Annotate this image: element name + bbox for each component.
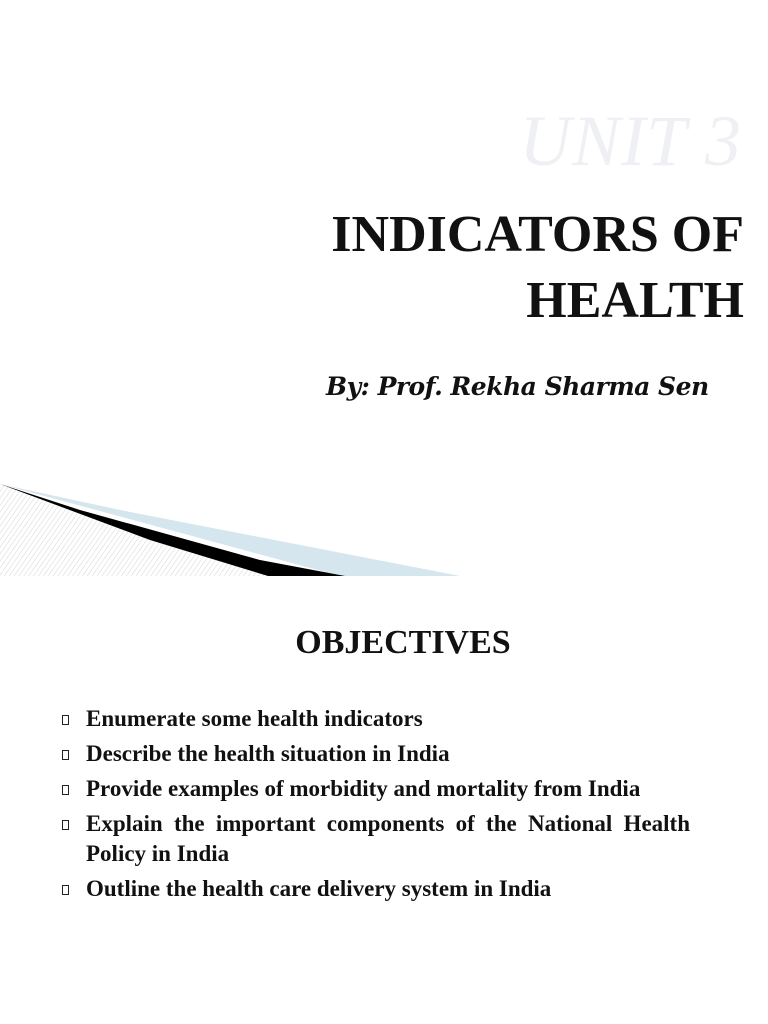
list-item	[62, 739, 690, 769]
bullet-icon	[62, 785, 69, 795]
objective-text: Outline the health care delivery system in India	[86, 876, 552, 901]
author-byline: By: Prof. Rekha Sharma Sen	[326, 372, 709, 401]
bullet-icon	[62, 715, 69, 725]
objective-text: Describe the health situation in India	[86, 741, 450, 766]
objectives-heading: OBJECTIVES	[295, 624, 511, 661]
objective-text: Explain the important components of the National Health Policy in India	[86, 811, 690, 866]
list-item	[62, 704, 690, 734]
list-item	[62, 809, 690, 869]
objective-text: Provide examples of morbidity and mortality from India	[86, 776, 641, 801]
objective-text: Enumerate some health indicators	[86, 706, 423, 731]
objectives-slide	[0, 576, 768, 1024]
decorative-swoosh	[0, 470, 460, 576]
list-item	[62, 774, 690, 804]
objectives-list	[62, 704, 690, 909]
slide-title	[184, 202, 744, 334]
unit-watermark: UNIT 3	[519, 101, 742, 181]
list-item	[62, 874, 690, 904]
bullet-icon	[62, 820, 69, 830]
title-line-2: HEALTH	[526, 272, 744, 329]
bullet-icon	[62, 750, 69, 760]
bullet-icon	[62, 885, 69, 895]
title-line-1: INDICATORS OF	[331, 206, 744, 263]
